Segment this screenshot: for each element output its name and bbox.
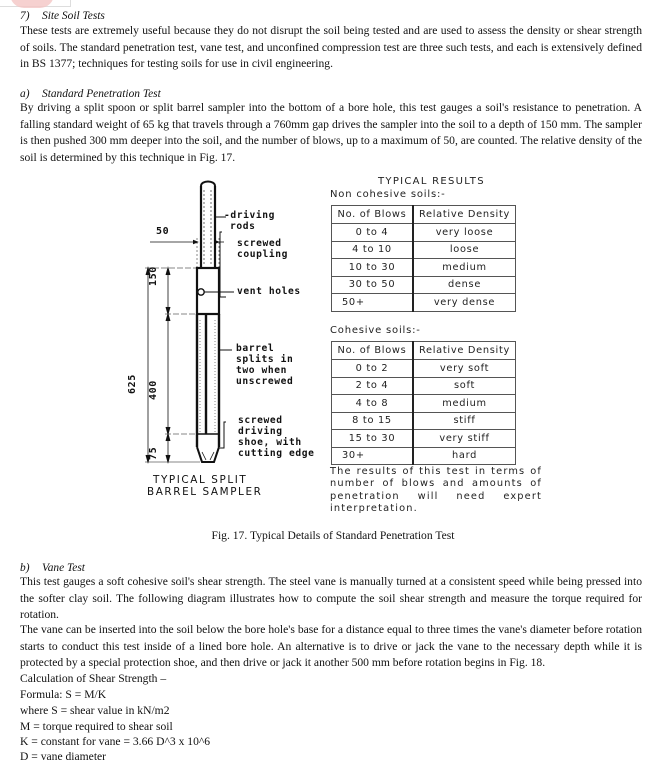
table-header-row: [332, 206, 516, 224]
results-note: The results of this test in terms of number of blows and amounts of penetration will need expert interpretation.: [330, 466, 542, 514]
figure-17: [120, 172, 550, 522]
header-density: Relative Density: [413, 342, 516, 360]
section-b-body-2: The vane can be inserted into the soil below the bore hole's base for a distance equal to three times the vane's diameter before rotation starts to conduct this test inside of a lined bore hole. An alternative is to drive or jack the vane to the necessary depth while it is protected by a special protection shoe, and then drive or jack it another 500 mm before rotation begins in Fig. 18.: [20, 623, 642, 669]
cell-blows: 30+: [332, 447, 414, 465]
label-line: unscrewed: [236, 376, 294, 387]
label-line: cutting edge: [238, 448, 315, 459]
table-row: [332, 276, 516, 294]
cell-blows: 0 to 4: [332, 224, 414, 242]
label-screwed-coupling: [237, 238, 288, 260]
cell-blows: 2 to 4: [332, 377, 414, 395]
cell-density: soft: [413, 377, 516, 395]
definition-k: K = constant for vane = 3.66 D^3 x 10^6: [20, 735, 211, 748]
table-row: [332, 395, 516, 413]
definition-m: M = torque required to shear soil: [20, 720, 173, 733]
cell-blows: 8 to 15: [332, 412, 414, 430]
table-row: [332, 224, 516, 242]
title-line: BARREL SAMPLER: [147, 486, 263, 498]
definition-s: where S = shear value in kN/m2: [20, 704, 170, 717]
cell-blows: 50+: [332, 294, 414, 312]
formula: Formula: S = M/K: [20, 688, 107, 701]
table-row: [332, 447, 516, 465]
cohesive-label: Cohesive soils:-: [330, 325, 421, 336]
dim-75: 75: [148, 446, 159, 460]
label-line: driving: [238, 426, 283, 437]
sampler-title: [147, 474, 262, 498]
dim-150: 150: [148, 266, 159, 286]
label-line: -driving: [224, 210, 276, 221]
calc-title: Calculation of Shear Strength –: [20, 672, 167, 685]
cell-density: stiff: [413, 412, 516, 430]
label-barrel-splits: [236, 343, 293, 387]
non-cohesive-table: [331, 205, 516, 312]
section-b-body-1: This test gauges a soft cohesive soil's shear strength. The steel vane is manually turned at a consistent speed while being pressed into the softer clay soil. The following diagram illustrates how to compute the soil shear strength and measure the torque required for rotation.: [20, 575, 642, 621]
label-line: barrel: [236, 343, 275, 354]
label-vent-holes: vent holes: [237, 286, 301, 297]
section-title: Vane Test: [42, 562, 85, 574]
cell-blows: 10 to 30: [332, 259, 414, 277]
header-density: Relative Density: [413, 206, 516, 224]
non-cohesive-label: Non cohesive soils:-: [330, 189, 446, 200]
dim-400: 400: [148, 380, 159, 400]
cohesive-table: [331, 341, 516, 465]
section-a-body: By driving a split spoon or split barrel sampler into the bottom of a bore hole, this test gauges a soil's resistance to penetration. A falling standard weight of 65 kg that travels through a 760mm gap drives the sampler into the soil to a depth of 150 mm. The sampler is then pushed 300 mm deeper into the soil, and the number of blows, up to a maximum of 50, are counted. The relative density of the soil is determined by this technique in Fig. 17.: [20, 101, 642, 164]
cell-blows: 30 to 50: [332, 276, 414, 294]
figure-17-caption: Fig. 17. Typical Details of Standard Penetration Test: [211, 529, 455, 542]
cell-blows: 15 to 30: [332, 430, 414, 448]
cell-density: medium: [413, 259, 516, 277]
header-blows: No. of Blows: [332, 206, 414, 224]
cell-density: very stiff: [413, 430, 516, 448]
label-line: coupling: [237, 249, 289, 260]
table-row: [332, 412, 516, 430]
table-row: [332, 241, 516, 259]
section-7-body: These tests are extremely useful because they do not disrupt the soil being tested and are used to assess the density or shear strength of soils. The standard penetration test, vane test, and unconfined compression test are three such tests, and each is extensively defined in BS 1377; techniques for testing soils for use in civil engineering.: [20, 24, 642, 70]
results-title: TYPICAL RESULTS: [378, 176, 485, 187]
cell-density: very soft: [413, 360, 516, 378]
dim-625: 625: [127, 374, 138, 394]
dim-50: 50: [156, 226, 170, 237]
label-line: rods: [230, 221, 256, 232]
section-title: Site Soil Tests: [42, 10, 105, 22]
section-number: a): [20, 88, 30, 100]
label-line: screwed: [238, 415, 283, 426]
definition-d: D = vane diameter: [20, 750, 107, 763]
table-row: [332, 259, 516, 277]
label-line: shoe, with: [238, 437, 302, 448]
label-line: screwed: [237, 238, 282, 249]
cell-blows: 4 to 8: [332, 395, 414, 413]
cell-blows: 4 to 10: [332, 241, 414, 259]
cell-blows: 0 to 2: [332, 360, 414, 378]
label-line: two when: [236, 365, 288, 376]
label-driving-rods: [224, 210, 275, 232]
table-row: [332, 360, 516, 378]
section-title: Standard Penetration Test: [42, 88, 161, 100]
cell-density: loose: [413, 241, 516, 259]
section-number: b): [20, 562, 30, 574]
cell-density: very loose: [413, 224, 516, 242]
table-row: [332, 294, 516, 312]
cell-density: medium: [413, 395, 516, 413]
cell-density: hard: [413, 447, 516, 465]
table-row: [332, 377, 516, 395]
table-header-row: [332, 342, 516, 360]
cell-density: dense: [413, 276, 516, 294]
title-line: TYPICAL SPLIT: [153, 474, 248, 486]
label-driving-shoe: [238, 415, 315, 459]
table-row: [332, 430, 516, 448]
section-7-heading: [20, 9, 105, 24]
section-number: 7): [20, 10, 30, 22]
header-blows: No. of Blows: [332, 342, 414, 360]
label-line: splits in: [236, 354, 294, 365]
cell-density: very dense: [413, 294, 516, 312]
